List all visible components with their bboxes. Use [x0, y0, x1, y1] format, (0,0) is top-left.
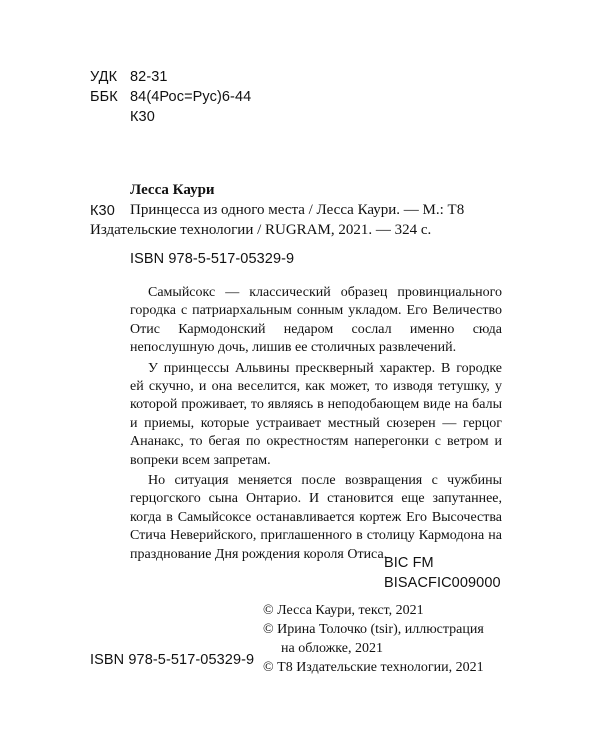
- entry-isbn: ISBN 978-5-517-05329-9: [130, 251, 295, 267]
- author-mark-row: [90, 107, 251, 127]
- description-line-1: Принцесса из одного места / Лесса Каури. — М.: Т8: [130, 202, 465, 218]
- udk-label: УДК: [90, 69, 118, 85]
- bbk-label: ББК: [90, 89, 118, 105]
- annotation-paragraph: Но ситуация меняется после возвращения с чужбины герцогского сына Онтарио. И становится еще запутаннее, когда в Самыйсоксе останавливается кортеж Его Высочества Стича Неверийского, приглашенного в столицу Кармодона на празднование Дня рождения короля Отиса.: [130, 473, 502, 562]
- bbk-row: [90, 87, 251, 107]
- description-line-2: Издательские технологии / RUGRAM, 2021. — 324 с.: [90, 222, 432, 238]
- bic-code: BIC FM: [384, 555, 434, 571]
- footer-isbn: ISBN 978-5-517-05329-9: [90, 652, 255, 668]
- annotation: [130, 284, 502, 566]
- bbk-value: 84(4Рос=Рус)6-44: [130, 89, 252, 105]
- bisac-code: BISACFIC009000: [384, 575, 501, 591]
- copyright-text: © Лесса Каури, текст, 2021: [263, 603, 424, 618]
- annotation-paragraph: Самыйсокс — классический образец провинциального городка с патриархальным сонным укладом. Его Величество Отис Кармодонский недаром сослал именно сюда непослушную дочь, лишив ее столичных развлечений.: [130, 285, 502, 356]
- copyright-illustration-continued: на обложке, 2021: [281, 641, 383, 656]
- copyright-publisher: © Т8 Издательские технологии, 2021: [263, 660, 484, 675]
- classification-author-mark: К30: [130, 109, 155, 125]
- copyright-illustration: © Ирина Толочко (tsir), иллюстрация: [263, 622, 484, 637]
- udk-row: [90, 67, 251, 87]
- copyright-block: [263, 601, 543, 677]
- annotation-paragraph: У принцессы Альвины прескверный характер. В городке ей скучно, и она веселится, как может, то изводя тетушку, у которой проживает, то являясь в неподобающем виде на балы и приемы, которые устраивает местный сюзерен — герцог Ананакс, то бегая по окрестностям наперегонки с ветром и вопреки всем запретам.: [130, 360, 502, 468]
- author-heading: Лесса Каури: [130, 182, 215, 198]
- classification-block: [90, 67, 251, 127]
- udk-value: 82-31: [130, 69, 168, 85]
- entry-author-mark: К30: [90, 203, 115, 219]
